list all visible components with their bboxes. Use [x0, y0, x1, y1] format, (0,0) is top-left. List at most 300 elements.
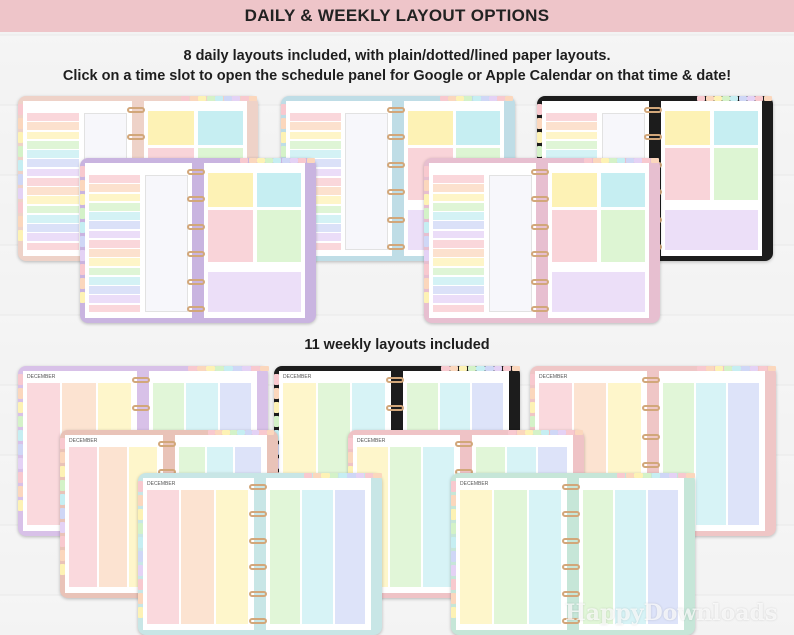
planner-top-tab [215, 430, 222, 435]
planner-left-page [456, 478, 567, 630]
schedule-row [433, 305, 484, 313]
planner-side-tab [281, 146, 286, 157]
planner-top-tab [233, 366, 242, 371]
planner-side-tab [281, 132, 286, 143]
schedule-row [290, 141, 341, 149]
schedule-row [546, 150, 597, 158]
planner-side-tab [80, 166, 85, 177]
planner-top-tab [207, 96, 215, 101]
planner-top-tab [224, 96, 232, 101]
month-label: DECEMBER [357, 438, 386, 444]
planner-side-tab [274, 402, 279, 413]
planner-side-tab [530, 374, 535, 385]
binder-ring [562, 511, 580, 517]
schedule-row [27, 141, 79, 149]
planner-top-tab [634, 473, 642, 478]
planner-top-tab [456, 96, 464, 101]
binder-ring [642, 434, 660, 440]
planner-side-tab [60, 480, 65, 491]
planner-top-tab [232, 96, 240, 101]
planner-side-tab [18, 500, 23, 511]
schedule-row [546, 141, 597, 149]
meal-box [456, 111, 500, 145]
planner-top-tab [373, 473, 381, 478]
day-column [99, 447, 127, 587]
priorities-box [408, 111, 453, 145]
schedule-row [433, 249, 484, 257]
planner-side-tab [424, 236, 429, 247]
binder-ring [386, 377, 404, 383]
planner-top-tab [251, 366, 260, 371]
binder-ring [249, 538, 267, 544]
planner-side-tab [18, 416, 23, 427]
schedule-row [27, 122, 79, 130]
schedule-row [89, 184, 140, 192]
planner-top-tab [715, 366, 723, 371]
planner-side-tab [18, 402, 23, 413]
schedule-row [89, 231, 140, 239]
day-column [147, 490, 179, 624]
planner-side-tab [451, 537, 456, 548]
schedule-row [433, 175, 484, 183]
schedule-row [89, 258, 140, 266]
planner-top-tab [473, 96, 481, 101]
planner-side-tab [424, 292, 429, 303]
planner-top-tab [626, 473, 634, 478]
binder-ring [127, 107, 145, 113]
meal-box [257, 173, 301, 207]
schedule-row [27, 196, 79, 204]
planner-side-tab [451, 509, 456, 520]
schedule-row [433, 295, 484, 303]
schedule-row [433, 231, 484, 239]
planner-side-tab [80, 264, 85, 275]
planner-top-tab [678, 473, 686, 478]
planner-top-tab [282, 158, 290, 163]
priorities-box [665, 111, 710, 145]
planner-side-tab [451, 523, 456, 534]
daily-description-line-2: Click on a time slot to open the schedule panel for Google or Apple Calendar on that time & date! [62, 68, 732, 84]
planner-top-tab [739, 96, 747, 101]
notes-column [145, 175, 188, 312]
planner-top-tab [440, 96, 448, 101]
planner-side-tab [60, 508, 65, 519]
daily-description [0, 46, 794, 86]
planner-top-tab [267, 430, 274, 435]
planner-top-tab [541, 430, 549, 435]
planner-side-tab [138, 481, 143, 492]
schedule-row [546, 122, 597, 130]
planner-top-tab [651, 158, 659, 163]
meal-box [601, 173, 645, 207]
binder-ring [387, 134, 405, 140]
priorities-box [208, 173, 253, 207]
planner-side-tab [18, 486, 23, 497]
planner-top-tab [764, 96, 772, 101]
planner-side-tab [60, 494, 65, 505]
planner-side-tab [18, 146, 23, 157]
planner-side-tab [424, 250, 429, 261]
binder-ring [132, 405, 150, 411]
day-column [390, 447, 421, 587]
binder-ring [531, 169, 549, 175]
planner-top-tab [660, 473, 668, 478]
planner-top-tab [759, 366, 767, 371]
planner-top-tab [265, 158, 273, 163]
planner-top-tab [230, 430, 237, 435]
planner-top-tab [706, 366, 714, 371]
planner-side-tab [18, 160, 23, 171]
schedule-row [89, 194, 140, 202]
planner-top-tab [190, 96, 198, 101]
day-column [728, 383, 759, 525]
planner-side-tab [348, 438, 353, 449]
schedule-row [27, 159, 79, 167]
planner-top-tab [260, 366, 269, 371]
planner-top-tab [503, 366, 511, 371]
planner-top-tab [714, 96, 722, 101]
planner-top-tab [750, 366, 758, 371]
schedule-row [89, 175, 140, 183]
todo-box [665, 148, 710, 201]
planner-top-tab [550, 430, 558, 435]
binder-ring [386, 405, 404, 411]
water-box [714, 148, 758, 201]
planner-top-tab [517, 430, 525, 435]
planner-top-tab [768, 366, 776, 371]
priorities-box [148, 111, 194, 145]
planner-side-tab [18, 118, 23, 129]
day-column [696, 383, 727, 525]
priorities-box [552, 173, 597, 207]
binder-ring [562, 538, 580, 544]
month-label: DECEMBER [27, 374, 56, 380]
planner-top-tab [252, 430, 259, 435]
binder-ring [642, 462, 660, 468]
planner-side-tab [60, 466, 65, 477]
planner-top-tab [512, 366, 520, 371]
planner-side-tab [348, 452, 353, 463]
planner-top-tab [494, 366, 502, 371]
planner-side-tab [80, 208, 85, 219]
planner-top-tab [224, 366, 233, 371]
planner-top-tab [593, 158, 601, 163]
binder-ring [127, 134, 145, 140]
planner-top-tab [215, 96, 223, 101]
planner-top-tab [732, 366, 740, 371]
planner-top-tab [741, 366, 749, 371]
schedule-row [89, 286, 140, 294]
planner-side-tab [18, 458, 23, 469]
binder-ring [562, 484, 580, 490]
planner-side-tab [80, 278, 85, 289]
planner-top-tab [747, 96, 755, 101]
planner-top-tab [237, 430, 244, 435]
planner-top-tab [642, 158, 650, 163]
schedule-row [89, 305, 140, 313]
planner-side-tab [451, 607, 456, 618]
planner-top-tab [298, 158, 306, 163]
planner-side-tab [18, 388, 23, 399]
planner-side-tab [18, 472, 23, 483]
planner-side-tab [18, 374, 23, 385]
schedule-row [433, 277, 484, 285]
binder-ring [187, 169, 205, 175]
planner-side-tab [60, 522, 65, 533]
planner-top-tab [464, 96, 472, 101]
planner-side-tab [530, 388, 535, 399]
day-column [529, 490, 561, 624]
binder-ring [187, 306, 205, 312]
schedule-row [27, 113, 79, 121]
schedule-row [546, 132, 597, 140]
schedule-row [433, 240, 484, 248]
planner-side-tab [138, 607, 143, 618]
schedule-row [546, 113, 597, 121]
planner-side-tab [537, 132, 542, 143]
planner-top-tab [307, 158, 315, 163]
planner-side-tab [80, 180, 85, 191]
planner-top-tab [722, 96, 730, 101]
binder-ring [531, 224, 549, 230]
planner-side-tab [18, 216, 23, 227]
planner-top-tab [669, 473, 677, 478]
planner-top-tab [330, 473, 338, 478]
schedule-row [89, 268, 140, 276]
planner-side-tab [138, 537, 143, 548]
planner-side-tab [281, 118, 286, 129]
planner-side-tab [424, 166, 429, 177]
watermark: HappyDownloads [565, 600, 778, 626]
day-column [335, 490, 365, 624]
planner-top-tab [533, 430, 541, 435]
planner-side-tab [274, 416, 279, 427]
schedule-row [290, 113, 341, 121]
schedule-row [290, 150, 341, 158]
schedule-row [27, 206, 79, 214]
planner-side-tab [18, 188, 23, 199]
binder-ring [387, 107, 405, 113]
page-title: DAILY & WEEKLY LAYOUT OPTIONS [244, 6, 550, 25]
schedule-row [27, 187, 79, 195]
binder-ring [387, 189, 405, 195]
binder-ring [531, 251, 549, 257]
planner-right-page [548, 163, 649, 318]
planner-top-tab [489, 96, 497, 101]
binder-ring [531, 306, 549, 312]
schedule-row [89, 249, 140, 257]
binder-ring [387, 162, 405, 168]
planner-side-tab [80, 222, 85, 233]
planner-top-tab [724, 366, 732, 371]
daily-description-line-1: 8 daily layouts included, with plain/dotted/lined paper layouts. [183, 48, 611, 64]
schedule-row [27, 169, 79, 177]
month-label: DECEMBER [539, 374, 568, 380]
planner-top-tab [652, 473, 660, 478]
planner-side-tab [424, 264, 429, 275]
water-box [601, 210, 645, 263]
planner-top-tab [290, 158, 298, 163]
binder-ring [562, 564, 580, 570]
planner-side-tab [60, 438, 65, 449]
planner-top-tab [686, 473, 694, 478]
planner-top-tab [321, 473, 329, 478]
planner-top-tab [755, 96, 763, 101]
planner-side-tab [451, 551, 456, 562]
binder-ring [187, 251, 205, 257]
planner-top-tab [197, 366, 206, 371]
month-label: DECEMBER [460, 481, 489, 487]
planner-side-tab [18, 132, 23, 143]
schedule-row [89, 277, 140, 285]
planner-side-tab [138, 565, 143, 576]
schedule-row [89, 240, 140, 248]
planner-top-tab [198, 96, 206, 101]
planner-right-page [266, 478, 371, 630]
planner-side-tab [281, 104, 286, 115]
planner-top-tab [730, 96, 738, 101]
notes-column [489, 175, 532, 312]
binder-ring [249, 511, 267, 517]
month-label: DECEMBER [147, 481, 176, 487]
planner-top-tab [617, 158, 625, 163]
planner-left-page [143, 478, 254, 630]
planner-side-tab [80, 250, 85, 261]
binder-ring [249, 618, 267, 624]
schedule-row [89, 221, 140, 229]
planner-side-tab [60, 564, 65, 575]
planner-side-tab [424, 208, 429, 219]
planner-top-tab [339, 473, 347, 478]
binder-ring [455, 441, 473, 447]
planner-top-tab [706, 96, 714, 101]
schedule-row [433, 212, 484, 220]
meal-box [714, 111, 758, 145]
planner-right-page [661, 101, 762, 256]
todo-box [552, 210, 597, 263]
planner-top-tab [617, 473, 625, 478]
planner-top-tab [347, 473, 355, 478]
binder-ring [644, 107, 662, 113]
schedule-row [433, 221, 484, 229]
planner-top-tab [242, 366, 251, 371]
schedule-row [433, 184, 484, 192]
schedule-row [89, 203, 140, 211]
day-column [494, 490, 526, 624]
planner-side-tab [537, 118, 542, 129]
schedule-row [290, 122, 341, 130]
day-column [181, 490, 213, 624]
day-column [302, 490, 332, 624]
schedule-row [433, 258, 484, 266]
planner-side-tab [80, 236, 85, 247]
planner-mockup [424, 158, 660, 323]
schedule-row [27, 243, 79, 251]
planner-top-tab [459, 366, 467, 371]
planner-top-tab [525, 430, 533, 435]
schedule-row [27, 132, 79, 140]
planner-top-tab [697, 96, 705, 101]
binder-ring [187, 224, 205, 230]
planner-top-tab [566, 430, 574, 435]
day-column [216, 490, 248, 624]
planner-top-tab [241, 96, 249, 101]
planner-top-tab [575, 430, 583, 435]
planner-top-tab [245, 430, 252, 435]
weekly-heading: 11 weekly layouts included [304, 337, 490, 353]
planner-top-tab [257, 158, 265, 163]
schedule-row [27, 233, 79, 241]
planner-top-tab [365, 473, 373, 478]
planner-side-tab [138, 509, 143, 520]
planner-top-tab [313, 473, 321, 478]
schedule-row [27, 150, 79, 158]
meal-box [198, 111, 243, 145]
planner-side-tab [451, 481, 456, 492]
day-column [423, 447, 454, 587]
planner-top-tab [505, 96, 513, 101]
planner-side-tab [451, 495, 456, 506]
binder-ring [562, 591, 580, 597]
planner-side-tab [274, 374, 279, 385]
planner-top-tab [609, 158, 617, 163]
planner-side-tab [537, 104, 542, 115]
notes-column [345, 113, 387, 250]
binder-ring [531, 196, 549, 202]
planner-side-tab [18, 430, 23, 441]
planner-side-tab [451, 579, 456, 590]
planner-top-tab [222, 430, 229, 435]
notes-box [208, 272, 301, 312]
planner-top-tab [304, 473, 312, 478]
schedule-row [433, 203, 484, 211]
planner-side-tab [274, 388, 279, 399]
planner-top-tab [584, 158, 592, 163]
planner-left-page [429, 163, 536, 318]
planner-top-tab [508, 430, 516, 435]
planner-mockup [138, 473, 382, 635]
planner-side-tab [18, 174, 23, 185]
planner-side-tab [424, 278, 429, 289]
planner-side-tab [18, 104, 23, 115]
planner-side-tab [18, 202, 23, 213]
planner-top-tab [259, 430, 266, 435]
planner-side-tab [424, 180, 429, 191]
planner-top-tab [468, 366, 476, 371]
schedule-row [433, 194, 484, 202]
title-banner [0, 0, 794, 32]
binder-ring [249, 591, 267, 597]
planner-left-page [85, 163, 192, 318]
schedule-row [89, 212, 140, 220]
notes-box [665, 210, 758, 250]
planner-top-tab [626, 158, 634, 163]
binder-ring [644, 134, 662, 140]
month-label: DECEMBER [69, 438, 98, 444]
planner-side-tab [80, 292, 85, 303]
schedule-row [433, 286, 484, 294]
planner-top-tab [485, 366, 493, 371]
planner-top-tab [497, 96, 505, 101]
planner-side-tab [18, 444, 23, 455]
planner-side-tab [80, 194, 85, 205]
planner-side-tab [530, 416, 535, 427]
planner-side-tab [138, 593, 143, 604]
planner-top-tab [240, 158, 248, 163]
schedule-row [27, 178, 79, 186]
planner-top-tab [481, 96, 489, 101]
planner-side-tab [60, 550, 65, 561]
